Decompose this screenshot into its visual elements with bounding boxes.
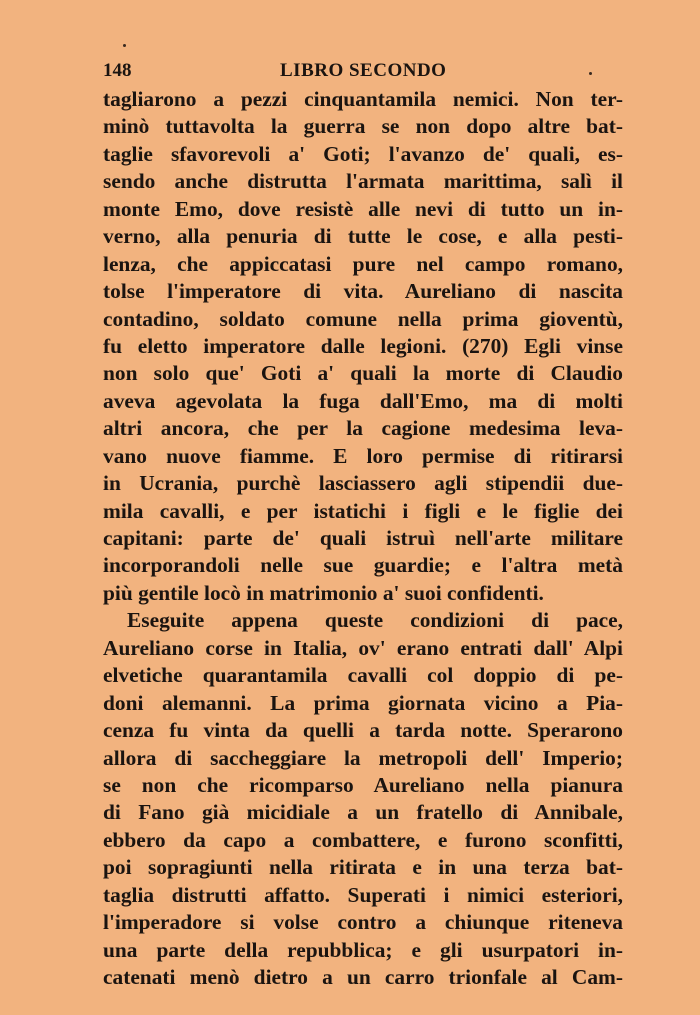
- body-text: [103, 86, 623, 991]
- text-line: doni alemanni. La prima giornata vicino a Pia-: [103, 690, 623, 715]
- running-head: LIBRO SECONDO: [280, 60, 447, 81]
- text-line: Aureliano corse in Italia, ov' erano entrati dall' Alpi: [103, 635, 623, 660]
- text-line: Eseguite appena queste condizioni di pace,: [127, 608, 623, 633]
- text-line: minò tuttavolta la guerra se non dopo altre bat-: [103, 114, 623, 139]
- text-line: lenza, che appiccatasi pure nel campo romano,: [103, 251, 623, 276]
- text-line: sendo anche distrutta l'armata marittima, salì il: [103, 169, 623, 194]
- text-line: verno, alla penuria di tutte le cose, e alla pesti-: [103, 224, 623, 249]
- text-line: taglie sfavorevoli a' Goti; l'avanzo de' quali, es-: [103, 141, 623, 166]
- text-line: cenza fu vinta da quelli a tarda notte. Sperarono: [103, 718, 623, 743]
- text-line: aveva agevolata la fuga dall'Emo, ma di molti: [103, 388, 623, 413]
- text-line: più gentile locò in matrimonio a' suoi confidenti.: [103, 580, 544, 605]
- text-line: se non che ricomparso Aureliano nella pianura: [103, 772, 623, 797]
- text-line: taglia distrutti affatto. Superati i nimici esteriori,: [103, 882, 623, 907]
- text-line: non solo que' Goti a' quali la morte di Claudio: [103, 361, 623, 386]
- text-line: poi sopragiunti nella ritirata e in una terza bat-: [103, 855, 623, 880]
- text-line: in Ucrania, purchè lasciassero agli stipendii due-: [103, 471, 623, 496]
- text-line: incorporandoli nelle sue guardie; e l'altra metà: [103, 553, 623, 578]
- text-line: di Fano già micidiale a un fratello di Annibale,: [103, 800, 623, 825]
- text-line: tagliarono a pezzi cinquantamila nemici. Non ter-: [103, 87, 623, 111]
- ink-speck: [123, 44, 126, 47]
- text-line: una parte della repubblica; e gli usurpatori in-: [103, 937, 623, 962]
- text-line: mila cavalli, e per istatichi i figli e le figlie dei: [103, 498, 623, 523]
- text-line: monte Emo, dove resistè alle nevi di tutto un in-: [103, 196, 623, 221]
- text-line: elvetiche quarantamila cavalli col doppio di pe-: [103, 663, 623, 688]
- text-line: vano nuove fiamme. E loro permise di ritirarsi: [103, 443, 623, 468]
- text-line: ebbero da capo a combattere, e furono sconfitti,: [103, 827, 623, 852]
- text-line: fu eletto imperatore dalle legioni. (270) Egli vinse: [103, 333, 623, 358]
- text-line: l'imperadore si volse contro a chiunque riteneva: [103, 910, 623, 935]
- text-line: allora di saccheggiare la metropoli dell' Imperio;: [103, 745, 623, 770]
- page-header: [103, 60, 597, 88]
- page-number: 148: [103, 60, 132, 81]
- text-line: altri ancora, che per la cagione medesima leva-: [103, 416, 623, 441]
- text-line: tolse l'imperatore di vita. Aureliano di nascita: [103, 279, 623, 304]
- text-line: catenati menò dietro a un carro trionfale al Cam-: [103, 965, 623, 989]
- text-line: capitani: parte de' quali istruì nell'arte militare: [103, 526, 623, 550]
- text-line: contadino, soldato comune nella prima gioventù,: [103, 306, 623, 331]
